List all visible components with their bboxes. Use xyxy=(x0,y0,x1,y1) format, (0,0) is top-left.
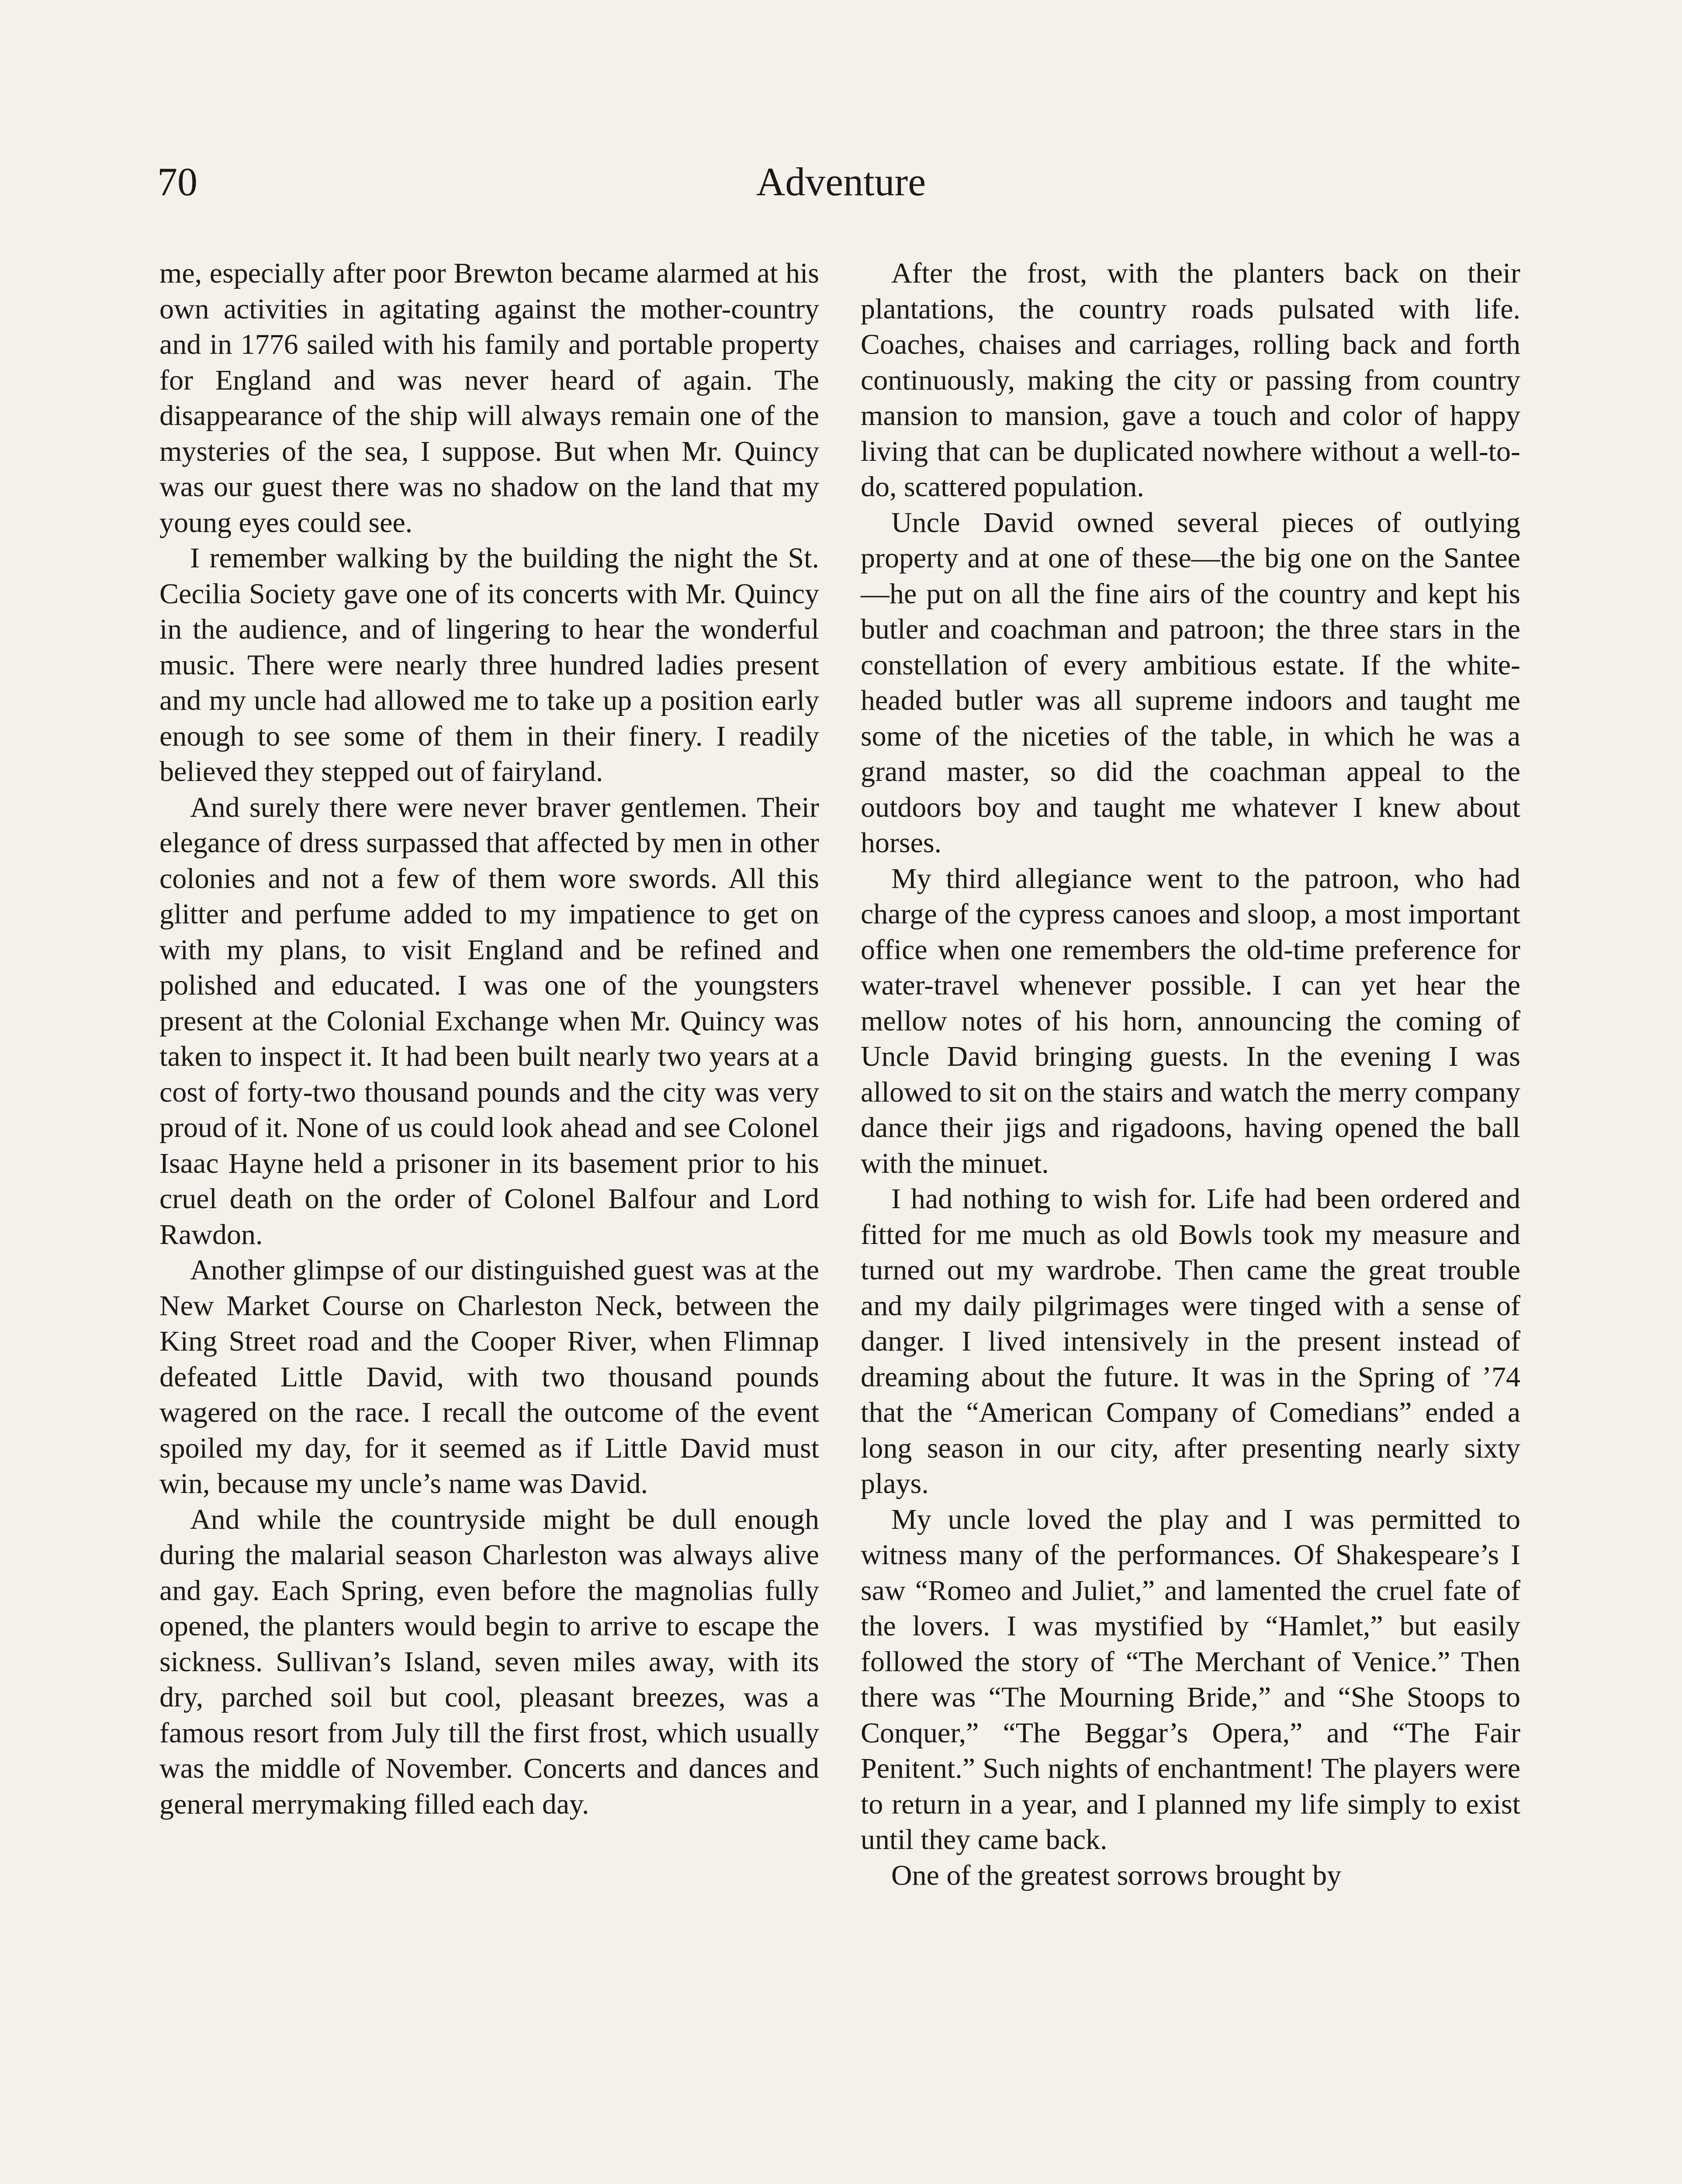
paragraph: Another glimpse of our distinguished guest was at the New Market Course on Charleston Neck, between the King Street road and the Cooper River, when Flimnap defeated Little David, with two thousand pounds wagered on the race. I recall the outcome of the event spoiled my day, for it seemed as if Little David must win, because my uncle’s name was David. xyxy=(159,1254,819,1500)
paragraph: I had nothing to wish for. Life had been ordered and fitted for me much as old Bowls took my measure and turned out my wardrobe. Then came the great trouble and my daily pilgrimages were tinged with a sense of danger. I lived intensively in the present instead of dreaming about the future. It was in the Spring of ’74 that the “American Company of Comedians” ended a long season in our city, after presenting nearly sixty plays. xyxy=(861,1183,1520,1500)
paragraph: My uncle loved the play and I was permitted to witness many of the performances. Of Shakespeare’s I saw “Romeo and Juliet,” and lamented the cruel fate of the lovers. I was mystified by “Hamlet,” but easily followed the story of “The Merchant of Venice.” Then there was “The Mourning Bride,” and “She Stoops to Conquer,” “The Beggar’s Opera,” and “The Fair Penitent.” Such nights of enchantment! The players were to return in a year, and I planned my life simply to exist until they came back. xyxy=(861,1503,1520,1856)
paragraph: me, especially after poor Brewton became alarmed at his own activities in agitating against the mother-country and in 1776 sailed with his family and portable property for England and was never heard of again. The disappearance of the ship will always remain one of the mysteries of the sea, I suppose. But when Mr. Quincy was our guest there was no shadow on the land that my young eyes could see. xyxy=(159,257,819,539)
paragraph: One of the greatest sorrows brought by xyxy=(891,1859,1342,1891)
left-column xyxy=(159,256,819,1822)
paragraph: After the frost, with the planters back on their plantations, the country roads pulsated with life. Coaches, chaises and carriages, rolling back and forth continuously, making the city or passing from country mansion to mansion, gave a touch and color of happy living that can be duplicated nowhere without a well-to-do, scattered population. xyxy=(861,257,1520,503)
paragraph: My third allegiance went to the patroon, who had charge of the cypress canoes and sloop, a most important office when one remembers the old-time preference for water-travel whenever possible. I can yet hear the mellow notes of his horn, announcing the coming of Uncle David bringing guests. In the evening I was allowed to sit on the stairs and watch the merry company dance their jigs and rigadoons, having opened the ball with the minuet. xyxy=(861,862,1520,1179)
right-column xyxy=(861,256,1520,1893)
page-number: 70 xyxy=(157,159,197,204)
paragraph: And while the countryside might be dull enough during the malarial season Charleston was always alive and gay. Each Spring, even before the magnolias fully opened, the planters would begin to arrive to escape the sickness. Sullivan’s Island, seven miles away, with its dry, parched soil but cool, pleasant breezes, was a famous resort from July till the first frost, which usually was the middle of November. Concerts and dances and general merrymaking filled each day. xyxy=(159,1503,819,1820)
paragraph: I remember walking by the building the night the St. Cecilia Society gave one of its concerts with Mr. Quincy in the audience, and of lingering to hear the wonderful music. There were nearly three hundred ladies present and my uncle had allowed me to take up a position early enough to see some of them in their finery. I readily believed they stepped out of fairyland. xyxy=(159,542,819,788)
paragraph: Uncle David owned several pieces of outlying property and at one of these—the big one on the Santee—he put on all the fine airs of the country and kept his butler and coachman and patroon; the three stars in the constellation of every ambitious estate. If the white-headed butler was all supreme indoors and taught me some of the niceties of the table, in which he was a grand master, so did the coachman appeal to the outdoors boy and taught me whatever I knew about horses. xyxy=(861,506,1520,859)
paragraph: And surely there were never braver gentlemen. Their elegance of dress surpassed that affected by men in other colonies and not a few of them wore swords. All this glitter and perfume added to my impatience to get on with my plans, to visit England and be refined and polished and educated. I was one of the youngsters present at the Colonial Exchange when Mr. Quincy was taken to inspect it. It had been built nearly two years at a cost of forty-two thousand pounds and the city was very proud of it. None of us could look ahead and see Colonel Isaac Hayne held a prisoner in its basement prior to his cruel death on the order of Colonel Balfour and Lord Rawdon. xyxy=(159,791,819,1251)
running-head: Adventure xyxy=(756,159,926,204)
